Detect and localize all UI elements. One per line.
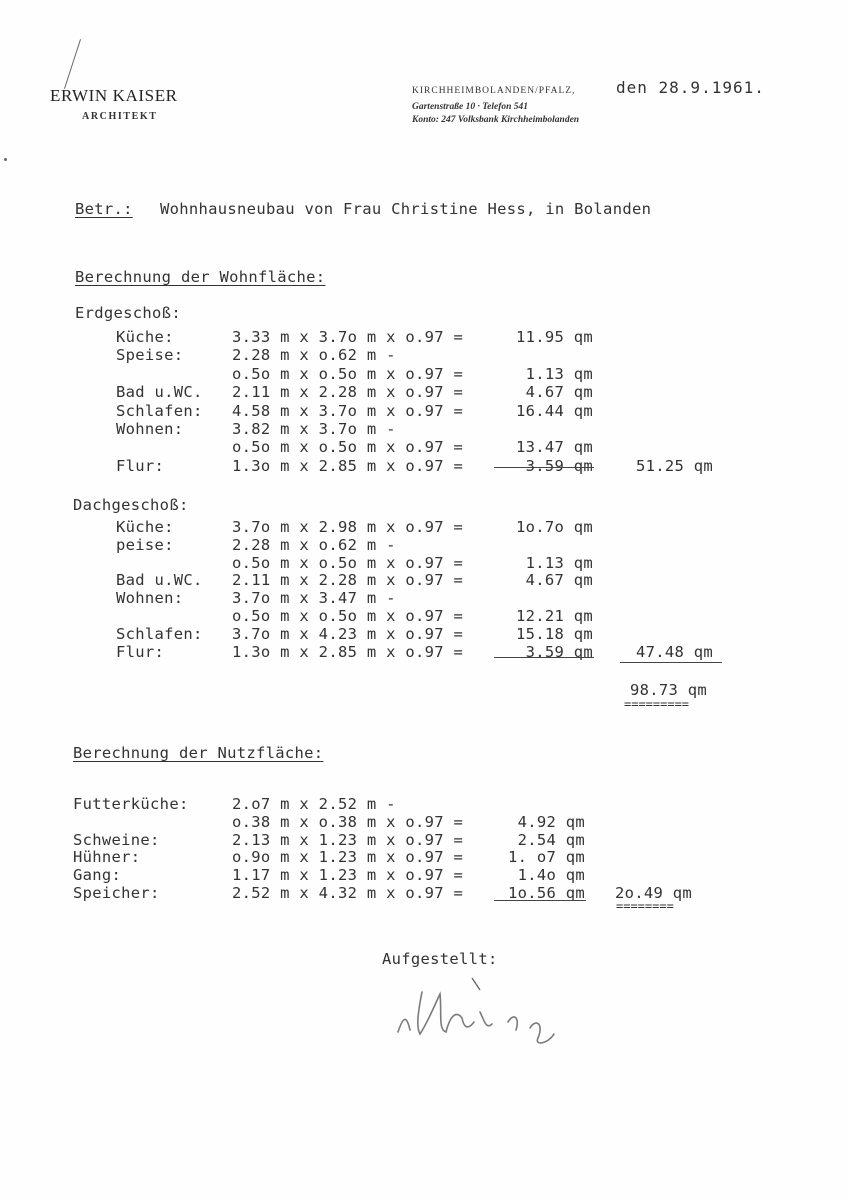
table-row xyxy=(0,884,848,904)
table-row xyxy=(0,643,848,663)
grand-total-double-rule: ========= xyxy=(624,697,690,711)
row-calculation: 4.58 m x 3.7o m x o.97 = xyxy=(232,401,464,420)
row-area-value: 1.4o qm xyxy=(517,866,585,885)
grand-total: 98.73 qm xyxy=(630,681,708,699)
row-calculation: 1.3o m x 2.85 m x o.97 = xyxy=(232,642,464,661)
row-calculation: 2.28 m x o.62 m - xyxy=(232,346,396,365)
row-label: Bad u.WC. xyxy=(116,383,203,402)
row-calculation: o.9o m x 1.23 m x o.97 = xyxy=(232,848,464,867)
table-row xyxy=(0,420,848,440)
row-area-value: 4.92 qm xyxy=(517,812,585,831)
letterhead-city: KIRCHHEIMBOLANDEN/PFALZ, xyxy=(412,86,576,96)
subtotal-underline xyxy=(494,467,594,468)
row-total: 47.48 qm xyxy=(636,642,714,661)
firm-name: ERWIN KAISER xyxy=(50,86,178,105)
row-label: Schlafen: xyxy=(116,401,203,420)
row-label: Wohnen: xyxy=(116,589,184,608)
row-calculation: o.5o m x o.5o m x o.97 = xyxy=(232,364,464,383)
row-area-value: 11.95 qm xyxy=(515,328,593,346)
row-calculation: 3.33 m x 3.7o m x o.97 = xyxy=(232,328,464,346)
total-underline xyxy=(620,662,722,663)
row-label: Speise: xyxy=(116,346,184,365)
row-label: Schweine: xyxy=(73,830,160,849)
row-area-value: 1o.56 qm xyxy=(507,884,585,902)
row-calculation: 2.28 m x o.62 m - xyxy=(232,535,396,554)
row-area-value: 3.59 qm xyxy=(525,456,593,475)
scan-mark xyxy=(4,158,7,161)
row-area-value: 1o.7o qm xyxy=(515,518,593,536)
row-calculation: 3.7o m x 4.23 m x o.97 = xyxy=(232,624,464,643)
subtotal-underline xyxy=(494,657,594,658)
row-label: Speicher: xyxy=(73,884,160,902)
row-total: 2o.49 qm xyxy=(615,884,693,902)
subject-text: Wohnhausneubau von Frau Christine Hess, in Bolanden xyxy=(160,200,652,218)
row-label: Küche: xyxy=(116,518,174,536)
subtotal-underline xyxy=(494,900,586,901)
scan-mark xyxy=(64,39,81,89)
row-label: Wohnen: xyxy=(116,420,184,438)
row-area-value: 1. o7 qm xyxy=(507,848,585,867)
row-area-value: 2.54 qm xyxy=(517,830,585,849)
subject-label: Betr.: xyxy=(75,200,133,218)
row-calculation: 2.o7 m x 2.52 m - xyxy=(232,795,396,813)
row-calculation: 2.11 m x 2.28 m x o.97 = xyxy=(232,383,464,402)
row-area-value: 13.47 qm xyxy=(515,438,593,457)
table-row xyxy=(0,438,848,458)
row-calculation: 2.52 m x 4.32 m x o.97 = xyxy=(232,884,464,902)
wohnflaeche-heading: Berechnung der Wohnfläche: xyxy=(75,268,326,286)
row-calculation: 2.11 m x 2.28 m x o.97 = xyxy=(232,571,464,590)
row-calculation: o.5o m x o.5o m x o.97 = xyxy=(232,438,464,457)
row-area-value: 1.13 qm xyxy=(525,553,593,572)
table-row xyxy=(0,328,848,348)
firm-title: ARCHITEKT xyxy=(82,111,158,122)
table-row xyxy=(0,346,848,366)
row-label: Flur: xyxy=(116,642,165,661)
row-label: Küche: xyxy=(116,328,174,346)
row-label: Futterküche: xyxy=(73,795,189,813)
row-area-value: 4.67 qm xyxy=(525,383,593,402)
row-calculation: 3.7o m x 2.98 m x o.97 = xyxy=(232,518,464,536)
table-row xyxy=(0,365,848,385)
table-row xyxy=(0,457,848,477)
row-area-value: 4.67 qm xyxy=(525,571,593,590)
dachgeschoss-title: Dachgeschoß: xyxy=(73,496,189,514)
letterhead-bank: Konto: 247 Volksbank Kirchheimbolanden xyxy=(412,115,580,125)
row-label: peise: xyxy=(116,535,174,554)
row-label: Hühner: xyxy=(73,848,141,867)
row-calculation: 2.13 m x 1.23 m x o.97 = xyxy=(232,830,464,849)
row-area-value: 15.18 qm xyxy=(515,624,593,643)
nutzflaeche-heading: Berechnung der Nutzfläche: xyxy=(73,744,324,762)
row-label: Schlafen: xyxy=(116,624,203,643)
row-calculation: 1.3o m x 2.85 m x o.97 = xyxy=(232,456,464,475)
letter-date: den 28.9.1961. xyxy=(616,78,765,97)
signature-label: Aufgestellt: xyxy=(382,950,498,968)
handwritten-signature xyxy=(388,972,588,1062)
table-row xyxy=(0,402,848,422)
row-calculation: 3.82 m x 3.7o m - xyxy=(232,420,396,438)
row-calculation: 3.7o m x 3.47 m - xyxy=(232,589,396,608)
row-label: Gang: xyxy=(73,866,122,885)
row-area-value: 16.44 qm xyxy=(515,401,593,420)
nutz-total-double-rule: ======== xyxy=(616,899,674,913)
row-calculation: o.38 m x o.38 m x o.97 = xyxy=(232,812,464,831)
row-area-value: 12.21 qm xyxy=(515,607,593,625)
row-calculation: 1.17 m x 1.23 m x o.97 = xyxy=(232,866,464,885)
row-calculation: o.5o m x o.5o m x o.97 = xyxy=(232,553,464,572)
row-area-value: 3.59 qm xyxy=(525,642,593,661)
row-total: 51.25 qm xyxy=(636,456,714,475)
row-area-value: 1.13 qm xyxy=(525,364,593,383)
erdgeschoss-title: Erdgeschoß: xyxy=(75,304,181,322)
table-row xyxy=(0,383,848,403)
row-label: Flur: xyxy=(116,456,165,475)
row-label: Bad u.WC. xyxy=(116,571,203,590)
letterhead-address: Gartenstraße 10 · Telefon 541 xyxy=(412,102,529,112)
row-calculation: o.5o m x o.5o m x o.97 = xyxy=(232,607,464,625)
